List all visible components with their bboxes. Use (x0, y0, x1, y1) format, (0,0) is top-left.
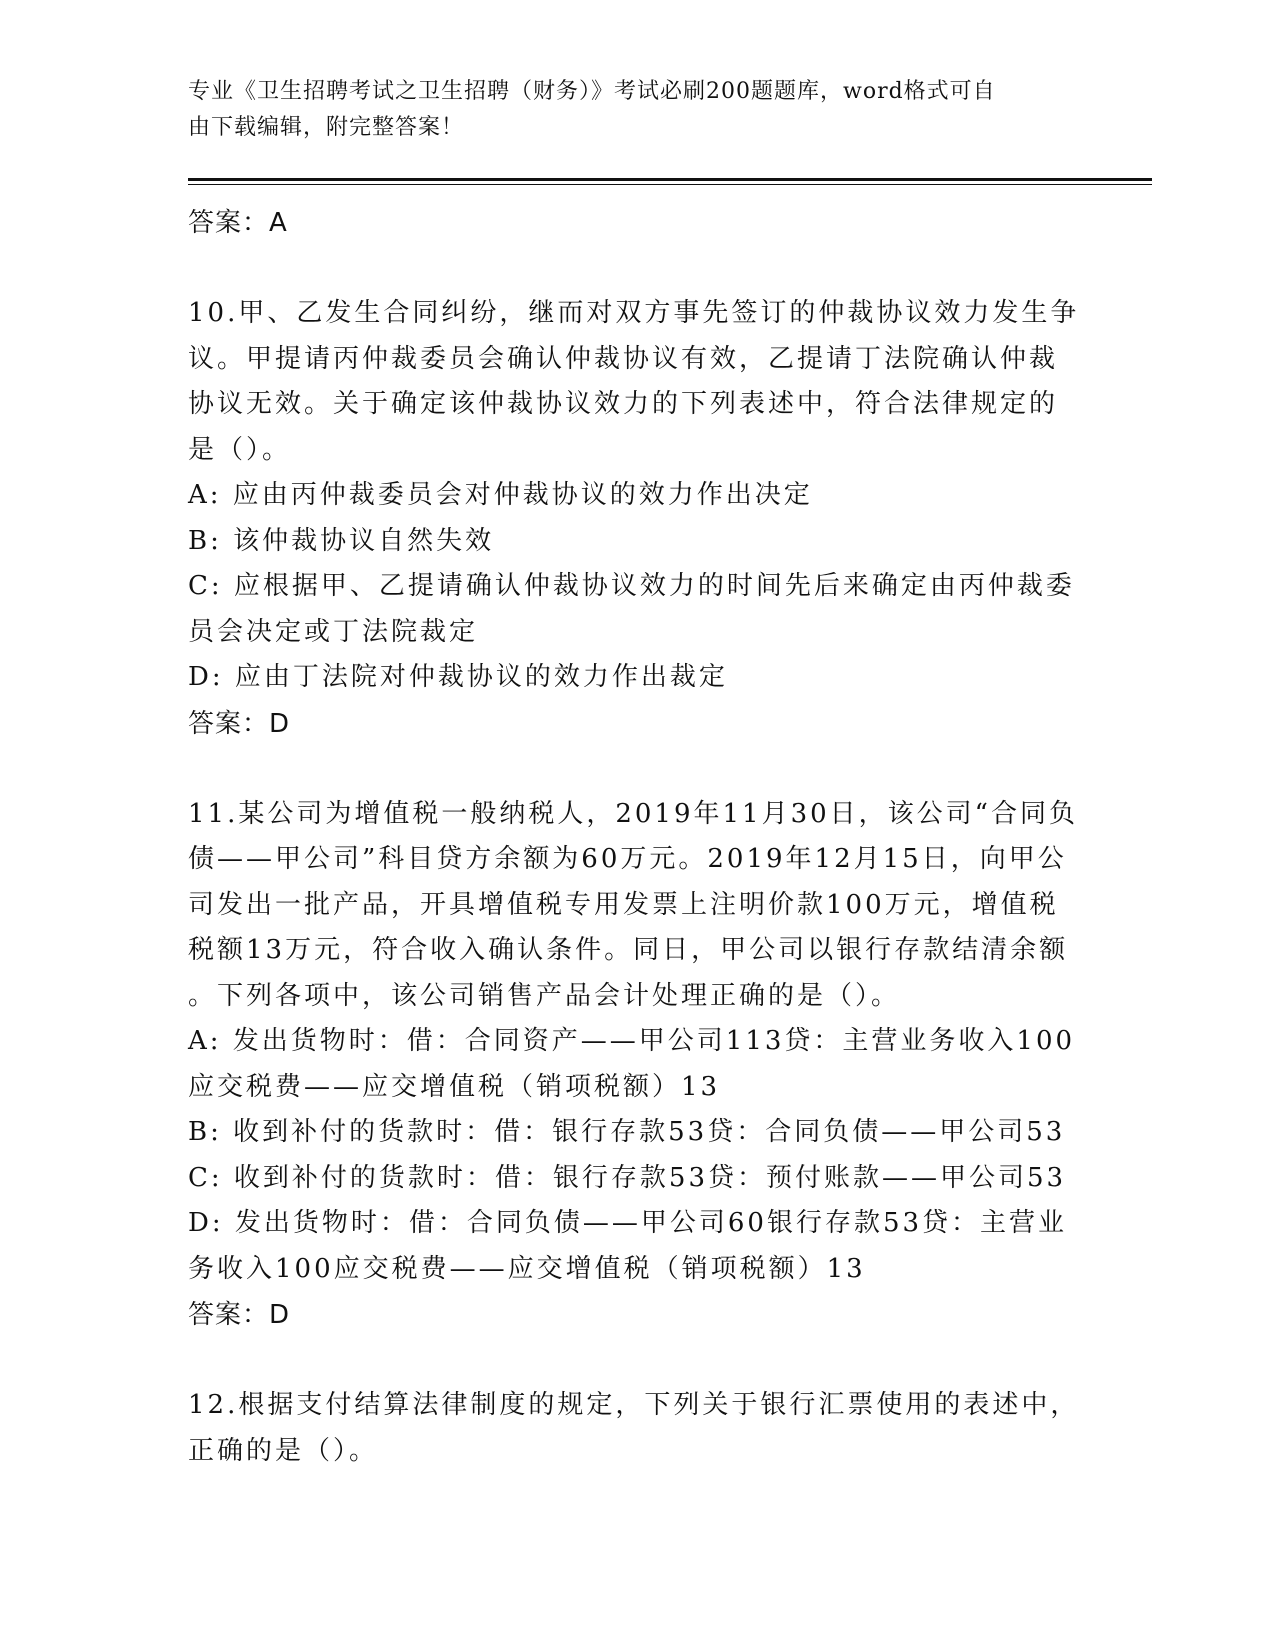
paragraph-spacer (188, 747, 1088, 792)
answer-line: 答案：A (188, 208, 288, 238)
text-line: D: 发出货物时：借：合同负债——甲公司60银行存款53贷：主营业 (188, 1208, 1068, 1238)
text-line: C: 应根据甲、乙提请确认仲裁协议效力的时间先后来确定由丙仲裁委 (188, 571, 1075, 601)
text-line: 正确的是（）。 (188, 1435, 379, 1466)
text-line: 11.某公司为增值税一般纳税人，2019年11月30日，该公司“合同负 (188, 798, 1078, 829)
document-header (188, 74, 1068, 146)
text-line: A: 应由丙仲裁委员会对仲裁协议的效力作出决定 (188, 480, 813, 510)
text-line: A: 发出货物时：借：合同资产——甲公司113贷：主营业务收入100 (188, 1026, 1076, 1056)
paragraph-spacer (188, 246, 1088, 291)
text-line: 议。甲提请丙仲裁委员会确认仲裁协议有效，乙提请丁法院确认仲裁 (188, 343, 1059, 374)
header-divider-thick (188, 178, 1152, 181)
header-line-2: 由下载编辑，附完整答案！ (188, 115, 465, 140)
text-line: 协议无效。关于确定该仲裁协议效力的下列表述中，符合法律规定的 (188, 389, 1059, 419)
text-line: C: 收到补付的货款时：借：银行存款53贷：预付账款——甲公司53 (188, 1162, 1067, 1193)
text-line: 债——甲公司”科目贷方余额为60万元。2019年12月15日，向甲公 (188, 844, 1067, 874)
text-line: 应交税费——应交增值税（销项税额）13 (188, 1071, 721, 1102)
text-line: 务收入100应交税费——应交增值税（销项税额）13 (188, 1253, 866, 1284)
text-line: 员会决定或丁法院裁定 (188, 616, 479, 647)
text-line: 。下列各项中，该公司销售产品会计处理正确的是（）。 (188, 980, 901, 1011)
header-divider-thin (188, 184, 1152, 185)
text-line: D: 应由丁法院对仲裁协议的效力作出裁定 (188, 662, 728, 692)
answer-line: 答案：D (188, 708, 291, 739)
text-line: 司发出一批产品，开具增值税专用发票上注明价款100万元，增值税 (188, 889, 1059, 920)
document-body (188, 188, 1088, 1474)
text-line: 12.根据支付结算法律制度的规定，下列关于银行汇票使用的表述中， (188, 1390, 1080, 1420)
text-line: B: 收到补付的货款时：借：银行存款53贷：合同负债——甲公司53 (188, 1117, 1066, 1147)
answer-line: 答案：D (188, 1300, 291, 1330)
text-line: B: 该仲裁协议自然失效 (188, 525, 495, 556)
text-line: 10.甲、乙发生合同纠纷，继而对双方事先签订的仲裁协议效力发生争 (188, 298, 1080, 328)
text-line: 是（）。 (188, 434, 292, 465)
header-line-1: 专业《卫生招聘考试之卫生招聘（财务）》考试必刷200题题库，word格式可自 (188, 79, 996, 104)
text-line: 税额13万元，符合收入确认条件。同日，甲公司以银行存款结清余额 (188, 935, 1069, 965)
paragraph-spacer (188, 1338, 1088, 1383)
